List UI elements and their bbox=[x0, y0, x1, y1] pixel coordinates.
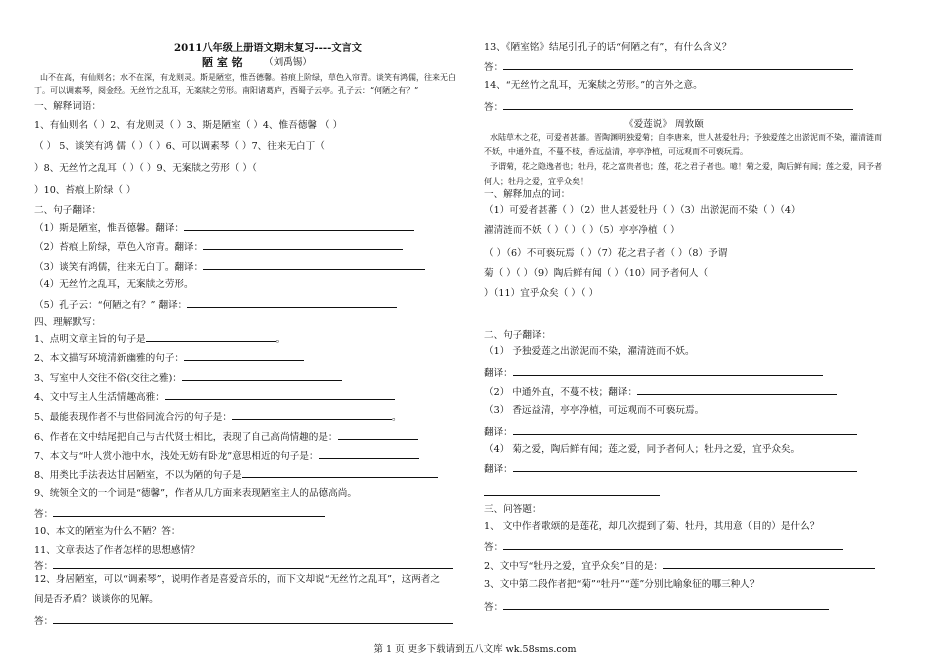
passage-line: 予谓菊，花之隐逸者也；牡丹，花之富贵者也；莲，花之君子者也。噫！菊之爱，陶后鲜有闻；莲之爱，同予者 bbox=[490, 162, 882, 171]
answer-line[interactable] bbox=[503, 600, 829, 610]
answer-row: 答： bbox=[484, 540, 843, 554]
answer-line[interactable] bbox=[184, 221, 414, 231]
fill-item: 1、点明文章主旨的句子是 。 bbox=[34, 334, 286, 345]
answer-row: 答： bbox=[484, 100, 853, 114]
translate-row: 翻译： bbox=[484, 425, 857, 439]
section-3-heading: 三、问答题： bbox=[484, 504, 542, 515]
translate-row: 翻译： bbox=[484, 462, 857, 476]
answer-line[interactable] bbox=[146, 332, 276, 342]
answer-line[interactable] bbox=[165, 390, 395, 400]
translate-item: （3）谈笑有鸿儒，往来无白丁。翻译： bbox=[34, 260, 425, 274]
fill-item: 7、本文与“叶人赏小池中水，浅处无妨有卧龙”意思相近的句子是： bbox=[34, 449, 419, 463]
fill-item: 间是否矛盾？谈谈你的见解。 bbox=[34, 594, 159, 605]
qa-item: 2、文中写“牡丹之爱，宜乎众矣”目的是： bbox=[484, 559, 875, 573]
answer-line[interactable] bbox=[203, 240, 403, 250]
answer-line[interactable] bbox=[513, 462, 857, 472]
section-1-heading: 一、解释加点的词： bbox=[484, 189, 571, 200]
answer-line[interactable] bbox=[182, 371, 342, 381]
answer-line[interactable] bbox=[503, 60, 853, 70]
translate-item: （5）孔子云：“何陋之有？” 翻译： bbox=[34, 298, 397, 312]
vocab-line: ）10、苔痕上阶绿（ ） bbox=[34, 185, 136, 196]
translate-item: （1）斯是陋室，惟吾德馨。翻译： bbox=[34, 221, 414, 235]
qa-item: 3、文中第二段作者把“菊”“牡丹”“莲”分别比喻象征的哪三种人？ bbox=[484, 579, 760, 590]
answer-line[interactable] bbox=[513, 366, 823, 376]
translate-item: （2）苔痕上阶绿，草色入帘青。翻译： bbox=[34, 240, 403, 254]
passage-title: 陋 室 铭 bbox=[202, 56, 243, 69]
answer-line[interactable] bbox=[484, 486, 660, 496]
answer-line[interactable] bbox=[513, 425, 857, 435]
section-1-heading: 一、解释词语： bbox=[34, 101, 102, 112]
answer-line[interactable] bbox=[187, 298, 397, 308]
answer-line[interactable] bbox=[663, 559, 875, 569]
translate-item: （3） 香远益清，亭亭净植，可远观而不可亵玩焉。 bbox=[484, 405, 705, 416]
vocab-line: （ ） 5、谈笑有鸿 儒（ ）（ ）6、可以调素琴（ ）7、往来无白丁（ bbox=[34, 141, 325, 152]
passage-line: 水陆草木之花，可爱者甚蕃。晋陶渊明独爱菊；自李唐来，世人甚爱牡丹；予独爱莲之出淤泥而不染，濯清涟而 bbox=[490, 133, 882, 142]
answer-line[interactable] bbox=[203, 260, 425, 270]
passage-line: 何人；牡丹之爱，宜乎众矣！ bbox=[484, 177, 588, 186]
qa-item: 1、 文中作者歌颂的是莲花，却几次提到了菊、牡丹，其用意（目的）是什么？ bbox=[484, 521, 820, 532]
fill-item: 5、最能表现作者不与世俗同流合污的句子是： 。 bbox=[34, 412, 402, 423]
vocab-line: ）（11）宜乎众矣（ ）（ ） bbox=[484, 288, 599, 299]
answer-line[interactable] bbox=[338, 430, 418, 440]
translate-item: （4） 菊之爱，陶后鲜有闻；莲之爱，同予者何人；牡丹之爱，宜乎众矣。 bbox=[484, 444, 801, 455]
page-footer: 第 1 页 更多下载请到五八文库 wk.58sms.com bbox=[373, 644, 577, 655]
fill-item: 8、用类比手法表达甘居陋室，不以为陋的句子是 bbox=[34, 468, 438, 482]
passage-line-1: 山不在高，有仙则名；水不在深，有龙则灵。斯是陋室，惟吾德馨。苔痕上阶绿，草色入帘青。谈笑有鸿儒，往来无白 bbox=[40, 73, 456, 82]
fill-item: 3、写室中人交往不俗(交往之雅)： bbox=[34, 371, 342, 385]
passage-line-2: 丁。可以调素琴，阅金经。无丝竹之乱耳，无案牍之劳形。南阳诸葛庐，西蜀子云亭。孔子云：“何陋之有？” bbox=[34, 86, 419, 95]
answer-line[interactable] bbox=[184, 351, 304, 361]
section-2-heading: 二、句子翻译： bbox=[484, 330, 552, 341]
fill-item: 9、统领全文的一个词是“德馨”，作者从几方面来表现陋室主人的品德高尚。 bbox=[34, 488, 357, 499]
passage-author: （刘禹锡） bbox=[264, 57, 312, 68]
extra-answer-row bbox=[484, 486, 660, 500]
answer-line[interactable] bbox=[53, 559, 453, 569]
fill-item: 4、文中写主人生活情趣高雅： bbox=[34, 390, 395, 404]
vocab-line: （1）可爱者甚蕃（ ）（2）世人甚爱牡丹（ ）（3）出淤泥而不染（ ）（4） bbox=[484, 205, 801, 216]
answer-row: 答： bbox=[34, 507, 325, 521]
vocab-line: 菊（ ）（ ）（9）陶后鲜有闻（ ）（10）同予者何人（ bbox=[484, 268, 709, 279]
translate-row: 翻译： bbox=[484, 366, 823, 380]
poem-title: 《爱莲说》 周敦颐 bbox=[624, 119, 704, 130]
answer-line[interactable] bbox=[503, 540, 843, 550]
answer-line[interactable] bbox=[503, 100, 853, 110]
answer-line[interactable] bbox=[242, 468, 438, 478]
answer-row: 答： bbox=[484, 600, 829, 614]
translate-item: （4）无丝竹之乱耳，无案牍之劳形。 bbox=[34, 279, 194, 290]
section-4-heading: 四、理解默写： bbox=[34, 317, 102, 328]
fill-item: 10、本文的陋室为什么不陋？答： bbox=[34, 526, 181, 537]
vocab-line: ）8、无丝竹之乱耳（ ）（ ）9、无案牍之劳形（ ）（ bbox=[34, 163, 257, 174]
answer-line[interactable] bbox=[319, 449, 419, 459]
section-2-heading: 二、句子翻译： bbox=[34, 205, 102, 216]
passage-line: 不妖，中通外直，不蔓不枝，香远益清，亭亭净植，可远观而不可亵玩焉。 bbox=[484, 147, 748, 156]
doc-title: 2011八年级上册语文期末复习----文言文 bbox=[174, 42, 362, 54]
fill-item: 11、文章表达了作者怎样的思想感情？ bbox=[34, 545, 200, 556]
vocab-line: 1、有仙则名（ ）2、有龙则灵（ ）3、斯是陋室（ ）4、惟吾德馨 （ ） bbox=[34, 120, 343, 131]
fill-item: 2、本文描写环境清新幽雅的句子： bbox=[34, 351, 304, 365]
answer-line[interactable] bbox=[53, 507, 325, 517]
fill-item: 6、作者在文中结尾把自己与古代贤士相比，表现了自己高尚情趣的是： bbox=[34, 430, 418, 444]
fill-item: 12、身居陋室，可以“调素琴”，说明作者是喜爱音乐的，而下文却说“无丝竹之乱耳”，这两者之 bbox=[34, 574, 440, 585]
answer-line[interactable] bbox=[232, 410, 392, 420]
answer-row: 答： bbox=[34, 614, 453, 628]
answer-line[interactable] bbox=[637, 385, 837, 395]
question-13: 13、《陋室铭》结尾引孔子的话“何陋之有”，有什么含义？ bbox=[484, 42, 732, 53]
answer-row: 答： bbox=[484, 60, 853, 74]
translate-item: （1） 予独爱莲之出淤泥而不染，濯清涟而不妖。 bbox=[484, 346, 695, 357]
answer-row: 答： bbox=[34, 559, 453, 573]
answer-line[interactable] bbox=[53, 614, 453, 624]
vocab-line: （ ）（6）不可亵玩焉（ ）（7）花之君子者（ ）（8）予谓 bbox=[484, 248, 728, 259]
translate-item: （2） 中通外直，不蔓不枝；翻译： bbox=[484, 385, 837, 399]
question-14: 14、“无丝竹之乱耳，无案牍之劳形。”的言外之意。 bbox=[484, 80, 703, 91]
vocab-line: 濯清涟而不妖（ ）（ ）（ ）（5）亭亭净植（ ） bbox=[484, 225, 680, 236]
